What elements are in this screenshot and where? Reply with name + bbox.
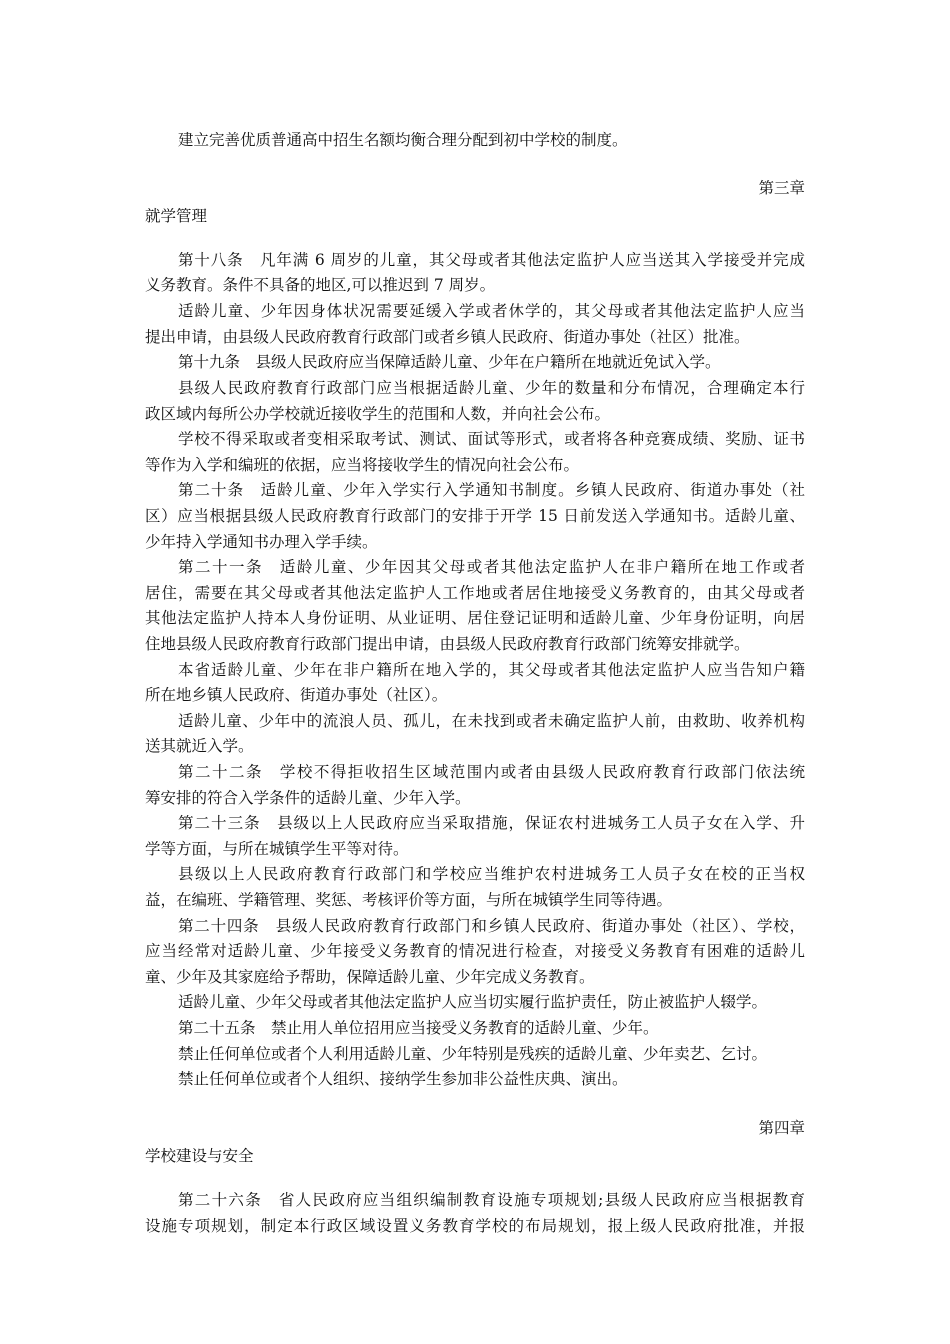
chapter-title: 就学管理 bbox=[145, 207, 208, 225]
article-20-line: 第二十条 适龄儿童、少年入学实行入学通知书制度。乡镇人民政府、街道办事处（社 bbox=[178, 481, 805, 499]
chapter-number: 第四章 bbox=[758, 1119, 805, 1137]
article-21-line: 第二十一条 适龄儿童、少年因其父母或者其他法定监护人在非户籍所在地工作或者 bbox=[178, 558, 805, 576]
paragraph-line: 县级人民政府教育行政部门应当根据适龄儿童、少年的数量和分布情况，合理确定本行 bbox=[178, 379, 805, 397]
article-26-line: 设施专项规划，制定本行政区域设置义务教育学校的布局规划，报上级人民政府批准，并报 bbox=[145, 1217, 805, 1235]
chapter-title: 学校建设与安全 bbox=[145, 1147, 254, 1165]
paragraph-line: 适龄儿童、少年中的流浪人员、孤儿，在未找到或者未确定监护人前，由救助、收养机构 bbox=[178, 712, 805, 730]
paragraph-line: 政区域内每所公办学校就近接收学生的范围和人数，并向社会公布。 bbox=[145, 405, 611, 423]
article-18-line: 第十八条 凡年满 6 周岁的儿童，其父母或者其他法定监护人应当送其入学接受并完成 bbox=[178, 251, 805, 269]
paragraph-line: 所在地乡镇人民政府、街道办事处（社区）。 bbox=[145, 686, 448, 704]
paragraph-line: 送其就近入学。 bbox=[145, 737, 254, 755]
paragraph-line: 禁止任何单位或者个人利用适龄儿童、少年特别是残疾的适龄儿童、少年卖艺、乞讨。 bbox=[178, 1045, 768, 1063]
paragraph-line: 建立完善优质普通高中招生名额均衡合理分配到初中学校的制度。 bbox=[178, 131, 628, 149]
article-24-line: 童、少年及其家庭给予帮助，保障适龄儿童、少年完成义务教育。 bbox=[145, 968, 595, 986]
article-25-line: 第二十五条 禁止用人单位招用应当接受义务教育的适龄儿童、少年。 bbox=[178, 1019, 659, 1037]
article-22-line: 筹安排的符合入学条件的适龄儿童、少年入学。 bbox=[145, 789, 471, 807]
article-26-line: 第二十六条 省人民政府应当组织编制教育设施专项规划;县级人民政府应当根据教育 bbox=[178, 1191, 805, 1209]
article-20-line: 少年持入学通知书办理入学手续。 bbox=[145, 533, 378, 551]
article-24-line: 应当经常对适龄儿童、少年接受义务教育的情况进行检查，对接受义务教育有困难的适龄儿 bbox=[145, 942, 805, 960]
article-18-line: 义务教育。条件不具备的地区,可以推迟到 7 周岁。 bbox=[145, 276, 496, 294]
paragraph-line: 本省适龄儿童、少年在非户籍所在地入学的，其父母或者其他法定监护人应当告知户籍 bbox=[178, 661, 805, 679]
article-21-line: 居住，需要在其父母或者其他法定监护人工作地或者居住地接受义务教育的，由其父母或者 bbox=[145, 584, 805, 602]
paragraph-line: 适龄儿童、少年父母或者其他法定监护人应当切实履行监护责任，防止被监护人辍学。 bbox=[178, 993, 768, 1011]
article-24-line: 第二十四条 县级人民政府教育行政部门和乡镇人民政府、街道办事处（社区）、学校， bbox=[178, 917, 805, 935]
paragraph-line: 等作为入学和编班的依据，应当将接收学生的情况向社会公布。 bbox=[145, 456, 580, 474]
paragraph-line: 益，在编班、学籍管理、奖惩、考核评价等方面，与所在城镇学生同等待遇。 bbox=[145, 891, 673, 909]
article-20-line: 区）应当根据县级人民政府教育行政部门的安排于开学 15 日前发送入学通知书。适龄儿童、 bbox=[145, 507, 805, 525]
paragraph-line: 适龄儿童、少年因身体状况需要延缓入学或者休学的，其父母或者其他法定监护人应当 bbox=[178, 302, 805, 320]
article-22-line: 第二十二条 学校不得拒收招生区域范围内或者由县级人民政府教育行政部门依法统 bbox=[178, 763, 805, 781]
article-21-line: 住地县级人民政府教育行政部门提出申请，由县级人民政府教育行政部门统筹安排就学。 bbox=[145, 635, 750, 653]
article-21-line: 其他法定监护人持本人身份证明、从业证明、居住登记证明和适龄儿童、少年身份证明，向居 bbox=[145, 609, 805, 627]
chapter-number: 第三章 bbox=[758, 179, 805, 197]
paragraph-line: 禁止任何单位或者个人组织、接纳学生参加非公益性庆典、演出。 bbox=[178, 1070, 628, 1088]
paragraph-line: 学校不得采取或者变相采取考试、测试、面试等形式，或者将各种竞赛成绩、奖励、证书 bbox=[178, 430, 805, 448]
article-23-line: 第二十三条 县级以上人民政府应当采取措施，保证农村进城务工人员子女在入学、升 bbox=[178, 814, 805, 832]
article-19-line: 第十九条 县级人民政府应当保障适龄儿童、少年在户籍所在地就近免试入学。 bbox=[178, 353, 721, 371]
paragraph-line: 提出申请，由县级人民政府教育行政部门或者乡镇人民政府、街道办事处（社区）批准。 bbox=[145, 328, 750, 346]
article-23-line: 学等方面，与所在城镇学生平等对待。 bbox=[145, 840, 409, 858]
paragraph-line: 县级以上人民政府教育行政部门和学校应当维护农村进城务工人员子女在校的正当权 bbox=[178, 865, 805, 883]
